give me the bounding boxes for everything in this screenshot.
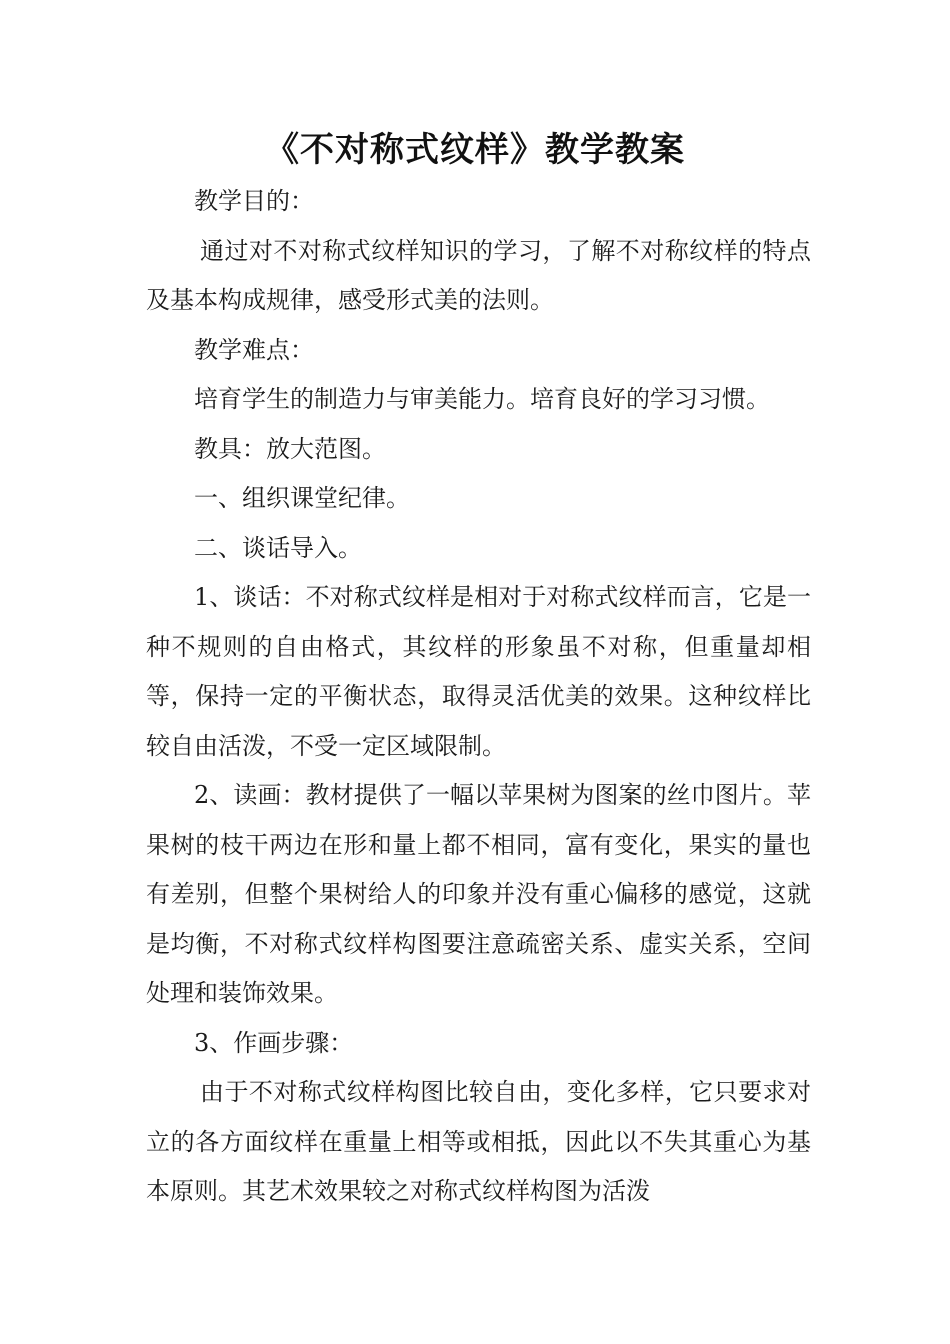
paragraph-difficulty: 培育学生的制造力与审美能力。培育良好的学习习惯。	[194, 385, 770, 413]
paragraph-talk: 1、谈话：不对称式纹样是相对于对称式纹样而言，它是一种不规则的自由格式，其纹样的形象虽不对称，但重量却相等，保持一定的平衡状态，取得灵活优美的效果。这种纹样比较自由活泼，不受一定区域限制。	[146, 583, 811, 760]
paragraph-difficulty-heading: 教学难点：	[194, 335, 314, 364]
document-title: 《不对称式纹样》教学教案	[265, 130, 685, 170]
paragraph-drawing-steps-heading: 3、作画步骤：	[194, 1028, 354, 1057]
document-body	[146, 177, 811, 1217]
paragraph-step-one: 一、组织课堂纪律。	[194, 484, 410, 512]
paragraph-drawing-steps: 由于不对称式纹样构图比较自由，变化多样，它只要求对立的各方面纹样在重量上相等或相抵，因此以不失其重心为基本原则。其艺术效果较之对称式纹样构图为活泼	[146, 1078, 811, 1205]
paragraph-read-painting: 2、读画：教材提供了一幅以苹果树为图案的丝巾图片。苹果树的枝干两边在形和量上都不相同，富有变化，果实的量也有差别，但整个果树给人的印象并没有重心偏移的感觉，这就是均衡，不对称式纹样构图要注意疏密关系、虚实关系，空间处理和装饰效果。	[146, 781, 811, 1007]
paragraph-step-two: 二、谈话导入。	[194, 533, 362, 562]
paragraph-objective-heading: 教学目的：	[194, 187, 314, 215]
paragraph-teaching-aids: 教具：放大范图。	[194, 434, 386, 463]
paragraph-objective: 通过对不对称式纹样知识的学习，了解不对称纹样的特点及基本构成规律，感受形式美的法则。	[146, 236, 811, 314]
